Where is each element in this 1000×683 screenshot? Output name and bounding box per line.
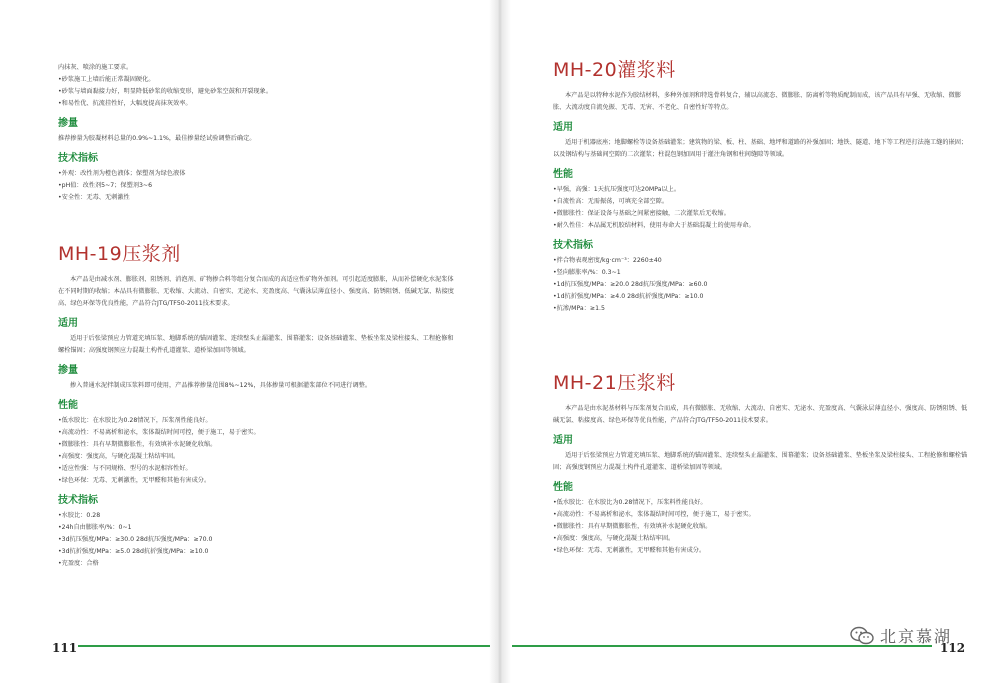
product-intro: 本产品是以特种水泥作为胶结材料，多种外加剂和特选骨料复合，辅以高流态、微膨胀、防离析等物质配制而成，该产品具有早强、无收缩、微膨胀、大流动度自流免振、无毒、无害、不老化、自密性好等特点。 (553, 92, 961, 111)
tech-spec-item: •1d抗折强度/MPa：≥4.0 28d抗折强度/MPa：≥10.0 (553, 293, 704, 300)
apply-heading: 适用 (553, 435, 573, 446)
performance-item: •高强度：强度高，与硬化混凝土粘结牢固。 (553, 535, 675, 542)
tech-spec-item: •水胶比：0.28 (58, 512, 101, 519)
performance-item: •早强，高强：1天抗压强度可达20MPa以上。 (553, 186, 681, 193)
performance-heading: 性能 (553, 482, 573, 493)
performance-item: •高强度：强度高，与硬化混凝土粘结牢固。 (58, 453, 180, 460)
right-page-number: 112 (940, 641, 966, 655)
product-intro: 本产品是由水泥基材料与压浆剂复合而成，具有微膨胀、无收缩、大流动、自密实、无泌水、充盈度高、气囊泳层薄直径小、强度高、防锈阻锈、低碱无氯、粘接度高、绿色环保等优良性能，产品符合JTG/TF50-2011技术要求。 (553, 405, 968, 424)
performance-item: •高流动性：不易离析和泌水，浆体凝结时间可控，便于施工，易于密实。 (553, 511, 755, 518)
dosage-text: 推荐掺量为胶凝材料总量的0.9%~1.1%，最佳掺量经试验调整后确定。 (58, 135, 256, 142)
product-title-mh20: MH-20灌浆料 (553, 59, 676, 81)
product-title-mh21: MH-21压浆料 (553, 372, 676, 394)
product-title-mh19: MH-19压浆剂 (58, 243, 181, 265)
performance-item: •微膨胀性：具有早期微膨胀性，有效填补水泥硬化收缩。 (553, 523, 712, 530)
tech-spec-heading: 技术指标 (58, 495, 98, 506)
apply-heading: 适用 (58, 318, 78, 329)
tech-spec-item: •外观：改性剂为橙色液体；保塑剂为绿色液体 (58, 170, 186, 177)
left-page-number: 111 (52, 641, 78, 655)
watermark-text: 北京慕湖 (880, 627, 953, 646)
tech-spec-item: •1d抗压强度/MPa：≥20.0 28d抗压强度/MPa：≥60.0 (553, 281, 708, 288)
wechat-icon (850, 626, 874, 646)
tech-spec-heading: 技术指标 (58, 153, 98, 164)
tech-spec-item: •安全性：无毒、无刺激性 (58, 194, 130, 201)
performance-heading: 性能 (553, 169, 573, 180)
tech-spec-item: •3d抗压强度/MPa：≥30.0 28d抗压强度/MPa：≥70.0 (58, 536, 213, 543)
product-intro: 本产品是由减水剂、膨胀剂、阻锈剂、消泡剂、矿物掺合料等组分复合而成的高适应性矿物外加剂。可引起适度膨胀，从而补偿硬化水泥浆体在不同时期的收缩；本品具有微膨胀、无收缩、大流动、自密实、无泌水、充盈度高、气囊泳层薄直径小、强度高、防锈阻锈、低碱无氯、粘接度高、绿色环保等优良性能，产品符合JTG/TF50-2011技术要求。 (58, 276, 454, 307)
performance-item: •绿色环保：无毒、无刺激性，无甲醛和其他有害成分。 (58, 477, 211, 484)
tech-spec-item: •3d抗折强度/MPa：≥5.0 28d抗折强度/MPa：≥10.0 (58, 548, 209, 555)
performance-item: •绿色环保：无毒、无刺激性，无甲醛和其他有害成分。 (553, 547, 706, 554)
intro-line: •和易性优、抗流挂性好，大幅度提高抹灰效率。 (58, 100, 192, 107)
dosage-heading: 掺量 (58, 118, 78, 129)
performance-item: •低水胶比：在水胶比为0.28情况下，压浆剂性能良好。 (58, 417, 212, 424)
tech-spec-item: •pH值：改性剂5~7；保塑剂3~6 (58, 182, 153, 189)
right-page-content (553, 58, 968, 557)
left-page-content (58, 62, 458, 570)
tech-spec-item: •抗渗/MPa：≥1.5 (553, 305, 605, 312)
dosage-heading: 掺量 (58, 365, 78, 376)
intro-line: •砂浆与墙面黏接力好，明显降低砂浆的收缩变形，避免砂浆空鼓和开裂现象。 (58, 88, 273, 95)
apply-text: 适用于后张梁预应力管道充填压浆、地脚系统的锚固灌浆、连续壁头止漏灌浆、围幕灌浆；设备基础灌浆、垫板坐浆及梁柱接头、工程抢修和螺栓锚固；高强度钢预应力混凝土构件孔道灌浆、道桥梁加固等领域。 (553, 452, 968, 471)
intro-line: 内抹灰、喷涂的施工要求。 (58, 64, 133, 71)
performance-item: •高流动性：不易离析和泌水，浆体凝结时间可控，便于施工，易于密实。 (58, 429, 260, 436)
page-gutter (489, 0, 511, 683)
intro-line: •砂浆施工上墙后能正常凝固硬化。 (58, 76, 155, 83)
tech-spec-item: •24h自由膨胀率/%：0~1 (58, 524, 132, 531)
dosage-text: 掺入普通水泥拌制成压浆料即可使用，产品推荐掺量范围8%~12%，具体掺量可根据灌浆部位不同进行调整。 (70, 382, 372, 389)
performance-item: •低水胶比：在水胶比为0.28情况下，压浆料性能良好。 (553, 499, 707, 506)
performance-item: •微膨胀性：保证设备与基础之间紧密接触，二次灌浆后无收缩。 (553, 210, 730, 217)
performance-item: •耐久性佳：本品属无机胶结材料，使用寿命大于基础混凝土的使用寿命。 (553, 222, 755, 229)
apply-heading: 适用 (553, 122, 573, 133)
tech-spec-item: •拌合物表观密度/kg·cm⁻³：2260±40 (553, 257, 662, 264)
left-footer-rule (78, 645, 490, 647)
left-page (0, 0, 497, 683)
performance-item: •适应性强：与不同规格、型号的水泥相容性好。 (58, 465, 192, 472)
performance-item: •微膨胀性：具有早期微膨胀性，有效填补水泥硬化收缩。 (58, 441, 217, 448)
apply-text: 适用于后张梁预应力管道充填压浆、地脚系统的锚固灌浆、连续壁头止漏灌浆、围幕灌浆；设备基础灌浆、垫板坐浆及梁柱接头、工程抢修和螺栓锚固；高强度钢预应力混凝土构件孔道灌浆、道桥梁加固等领域。 (58, 335, 454, 354)
watermark (850, 624, 952, 647)
tech-spec-item: •充盈度：合格 (58, 560, 99, 567)
right-page (503, 0, 1000, 683)
apply-text: 适用于机器底座；地脚螺栓等设备基础灌浆；建筑物的梁、板、柱、基础、地坪和道路的补强加固；地铁、隧道、地下等工程逆打法施工缝的嵌固；以及钢结构与基础间空隙的二次灌浆；柱混包钢加固用于灌注角钢和柱间缝隙等领域。 (553, 139, 968, 158)
performance-heading: 性能 (58, 400, 78, 411)
performance-item: •自流性高：无需振荡，可填充全部空隙。 (553, 198, 669, 205)
tech-spec-heading: 技术指标 (553, 240, 593, 251)
tech-spec-item: •竖向膨胀率/%：0.3~1 (553, 269, 621, 276)
